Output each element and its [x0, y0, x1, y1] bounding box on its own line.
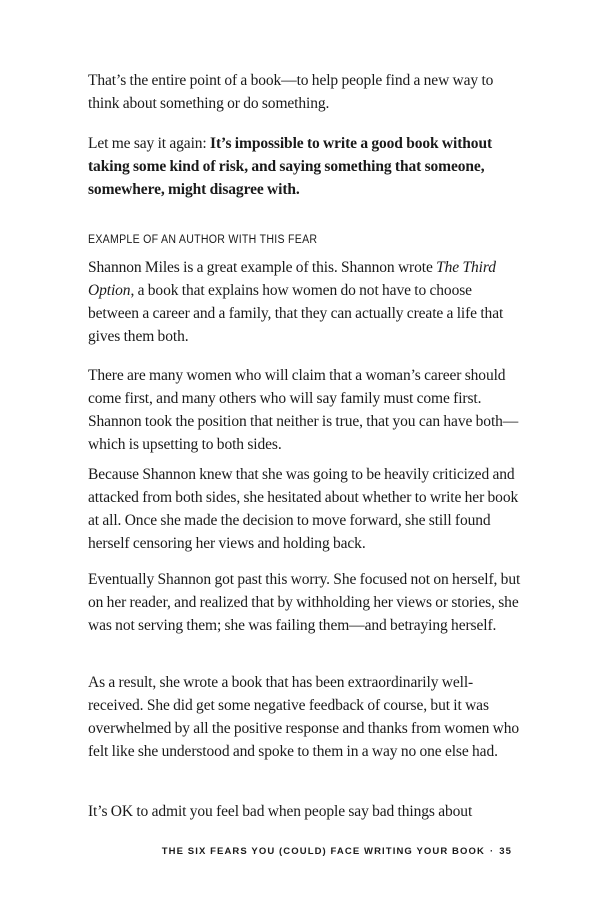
paragraph-entire-point: That’s the entire point of a book—to help people find a new way to think about something or do something. — [88, 72, 494, 112]
paragraph-start-text: Shannon Miles is a great example of this. Shannon wrote — [88, 259, 437, 276]
running-title: THE SIX FEARS YOU (COULD) FACE WRITING YOUR BOOK — [161, 846, 485, 857]
paragraph-shannon-example — [88, 256, 524, 348]
paragraph-say-it-again — [88, 132, 524, 201]
emphasis-statement: It’s impossible to write a good book without taking some kind of risk, and saying something that someone, somewhere, might disagree with. — [88, 135, 493, 198]
paragraph-ok-to-admit: It’s OK to admit you feel bad when people say bad things about — [88, 803, 473, 820]
paragraph-as-a-result: As a result, she wrote a book that has been extraordinarily well-received. She did get some negative feedback of course, but it was overwhelmed by all the positive response and thanks from women who felt like she understood and spoke to them in a way no one else had. — [88, 674, 520, 760]
paragraph-got-past-worry: Eventually Shannon got past this worry. She focused not on herself, but on her reader, and realized that by withholding her views or stories, she was not serving them; she was failing them—and betraying herself. — [88, 571, 521, 634]
page-footer — [162, 846, 512, 857]
paragraph-criticized: Because Shannon knew that she was going to be heavily criticized and attacked from both sides, she hesitated about whether to write her book at all. Once she made the decision to move forward, she still found herself censoring her views and holding back. — [88, 466, 519, 552]
page-number: 35 — [499, 846, 512, 857]
section-heading: EXAMPLE OF AN AUTHOR WITH THIS FEAR — [88, 234, 318, 246]
paragraph-end-text: , a book that explains how women do not have to choose between a career and a family, that they can actually create a life that gives them both. — [88, 282, 504, 345]
paragraph-lead-text: Let me say it again: — [88, 135, 211, 152]
paragraph-career-family: There are many women who will claim that a woman’s career should come first, and many others who will say family must come first. Shannon took the position that neither is true, that you can have both—which is upsetting to both sides. — [88, 367, 519, 453]
book-title: The Third Option — [88, 259, 496, 299]
footer-separator: · — [489, 846, 495, 857]
